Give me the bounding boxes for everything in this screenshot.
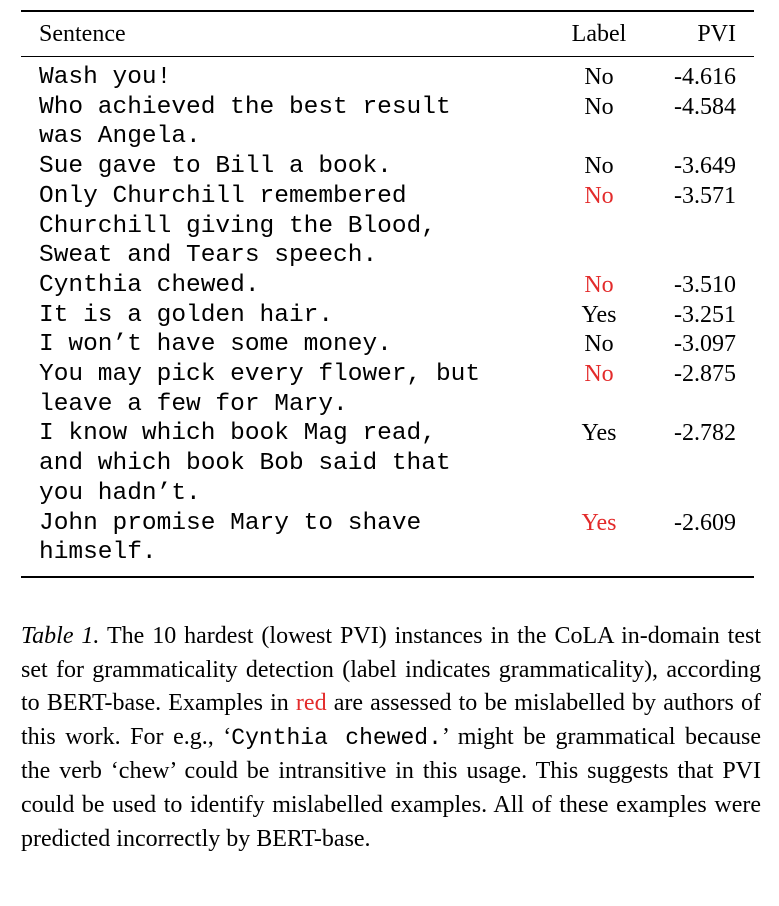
cell-sentence: Only Churchill remembered Churchill giving the Blood, Sweat and Tears speech.	[39, 182, 436, 270]
table-row	[21, 182, 754, 271]
cell-label: No	[584, 64, 614, 90]
cell-pvi: -2.609	[674, 509, 736, 536]
cell-sentence: I won’t have some money.	[39, 331, 392, 359]
table-row	[21, 271, 754, 301]
cell-label: No	[584, 271, 614, 298]
cell-label: No	[584, 361, 614, 388]
cell-pvi: -4.616	[674, 64, 736, 90]
table-row	[21, 330, 754, 360]
table-header-row	[21, 11, 754, 57]
header-label: Label	[539, 11, 659, 57]
table-row	[21, 93, 754, 152]
caption-text-5: could be used to identify mislabelled examples. All of these examples were predicted incorrectly by BERT-base.	[21, 791, 761, 852]
cell-pvi: -4.584	[674, 93, 736, 120]
cell-pvi: -3.097	[674, 331, 736, 358]
cell-pvi: -3.510	[674, 271, 736, 298]
cell-label: Yes	[581, 509, 617, 536]
hardest-instances-table	[21, 10, 754, 578]
header-pvi: PVI	[659, 11, 754, 57]
caption-text-3: are assessed to be mislabelled by authors of this work. For e.g., ‘	[21, 690, 762, 750]
table-row	[21, 301, 754, 331]
caption-label: Table 1.	[21, 623, 100, 649]
cell-sentence: Sue gave to Bill a book.	[39, 153, 392, 181]
cell-pvi: -3.571	[674, 182, 736, 209]
header-sentence: Sentence	[21, 11, 539, 57]
table-row	[21, 360, 754, 419]
caption-red-word: red	[295, 690, 327, 717]
cell-sentence: You may pick every flower, but leave a few for Mary.	[39, 361, 481, 418]
table-row	[21, 419, 754, 508]
cell-sentence: John promise Mary to shave himself.	[39, 509, 422, 567]
results-table-container	[21, 10, 754, 578]
cell-sentence: Wash you!	[39, 64, 172, 91]
caption-text-2: ) instances in the CoLA in-domain test set for grammaticality detection (label indicates grammaticality), according to BERT-base. Examples in	[21, 623, 761, 717]
cell-pvi: -2.875	[674, 361, 736, 388]
cell-pvi: -3.649	[674, 153, 736, 180]
table-row	[21, 152, 754, 182]
cell-sentence: I know which book Mag read, and which book Bob said that you hadn’t.	[39, 420, 451, 507]
cell-label: Yes	[581, 420, 617, 447]
caption-text-4: ’ might be grammatical because the verb ‘chew’ could be intransitive in this usage. This suggests that	[21, 723, 761, 785]
table-row	[21, 509, 754, 577]
cell-sentence: Who achieved the best result was Angela.	[39, 93, 451, 151]
cell-sentence: Cynthia chewed.	[39, 271, 260, 299]
table-row	[21, 57, 754, 93]
cell-label: No	[584, 93, 614, 120]
caption-pvi-1: PVI	[340, 623, 379, 649]
cell-label: Yes	[581, 301, 617, 328]
caption-text-1: The 10 hardest (lowest	[99, 623, 341, 649]
caption-example: Cynthia chewed.	[231, 724, 442, 751]
cell-pvi: -3.251	[674, 301, 736, 328]
table-caption	[21, 620, 761, 856]
cell-label: No	[584, 153, 614, 180]
cell-sentence: It is a golden hair.	[39, 301, 334, 329]
table-body	[21, 57, 754, 577]
cell-label: No	[584, 331, 614, 358]
cell-label: No	[584, 182, 614, 209]
caption-pvi-2: PVI	[722, 758, 761, 785]
cell-pvi: -2.782	[674, 420, 736, 447]
